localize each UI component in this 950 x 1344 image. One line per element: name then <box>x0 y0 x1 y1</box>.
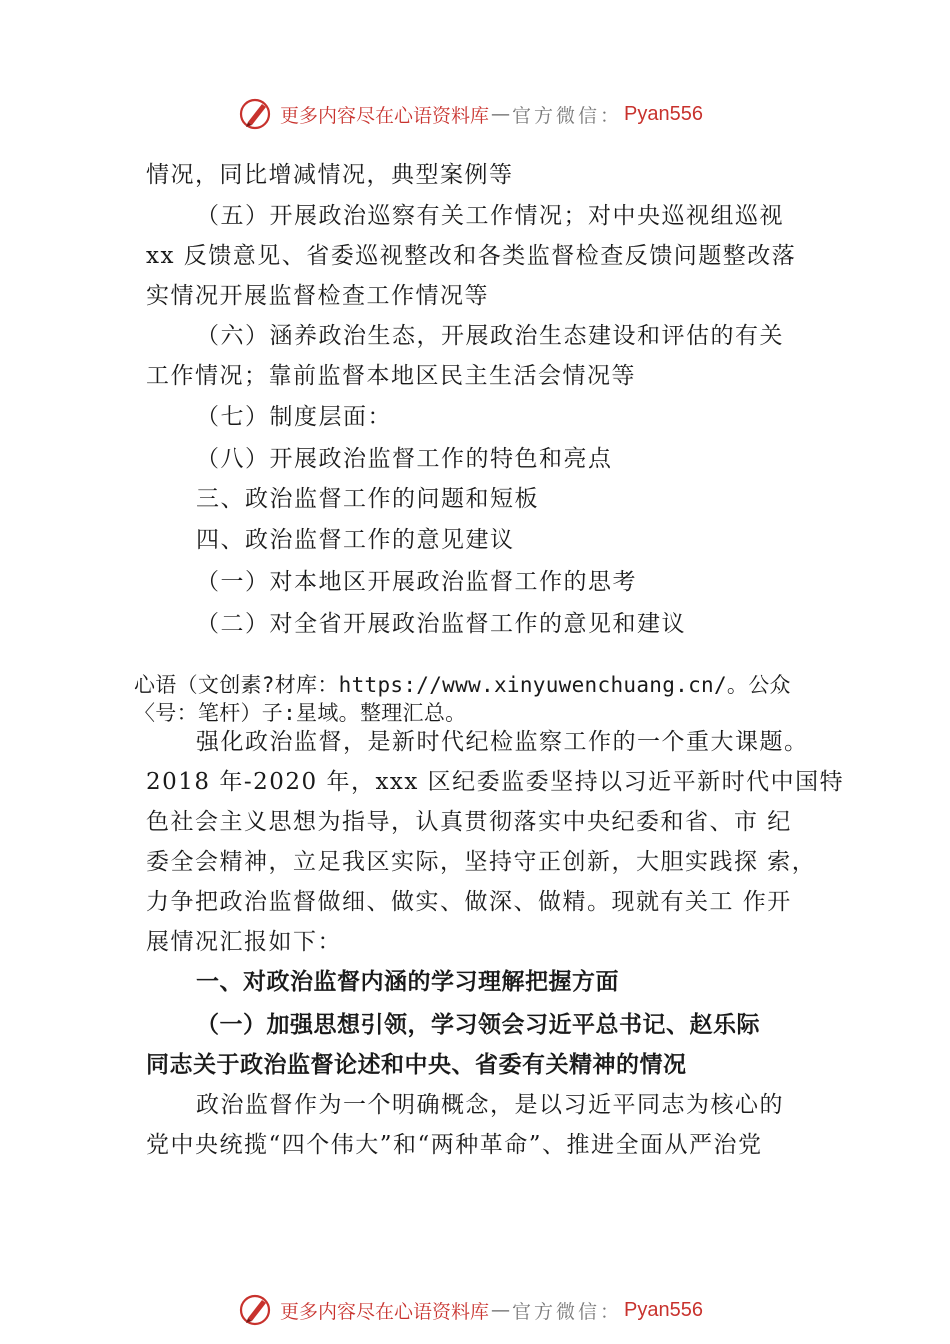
text-line: （一）对本地区开展政治监督工作的思考 <box>196 569 637 595</box>
banner-dash: — <box>491 1299 511 1321</box>
text-line: 色社会主义思想为指导，认真贯彻落实中央纪委和省、市 纪 <box>146 809 792 835</box>
bold-subheading: （一）加强思想引领，学习领会习近平总书记、赵乐际 <box>196 1012 760 1038</box>
text-line: 党中央统揽“四个伟大”和“两种革命”、推进全面从严治党 <box>146 1132 763 1158</box>
text-line: xx 反馈意见、省委巡视整改和各类监督检查反馈问题整改落 <box>146 243 797 269</box>
text-line: 力争把政治监督做细、做实、做深、做精。现就有关工 作开 <box>146 889 792 915</box>
banner-wechat-id: Pyan556 <box>624 1298 703 1321</box>
text-line: （七）制度层面： <box>196 404 392 430</box>
footer-banner <box>0 1290 950 1330</box>
text-line: 实情况开展监督检查工作情况等 <box>146 283 489 309</box>
banner-brand-text: 更多内容尽在心语资料库 <box>280 1300 490 1323</box>
text-line: 政治监督作为一个明确概念，是以习近平同志为核心的 <box>196 1092 784 1118</box>
source-note-line: 〈号：笔杆）子:星域。整理汇总。 <box>134 701 467 725</box>
header-banner <box>0 94 950 134</box>
pen-logo-icon <box>238 1292 274 1328</box>
text-line: 情况，同比增减情况，典型案例等 <box>146 162 514 188</box>
banner-wechat-id: Pyan556 <box>624 102 703 125</box>
section-heading: 三、政治监督工作的问题和短板 <box>196 486 539 512</box>
banner-brand-text: 更多内容尽在心语资料库 <box>280 104 490 127</box>
bold-subheading: 同志关于政治监督论述和中央、省委有关精神的情况 <box>146 1052 687 1078</box>
text-line: （六）涵养政治生态，开展政治生态建设和评估的有关 <box>196 323 784 349</box>
text-line: 工作情况；靠前监督本地区民主生活会情况等 <box>146 363 636 389</box>
section-heading: 四、政治监督工作的意见建议 <box>196 527 515 553</box>
text-line: （二）对全省开展政治监督工作的意见和建议 <box>196 611 686 637</box>
text-line: 2018 年-2020 年，xxx 区纪委监委坚持以习近平新时代中国特 <box>146 769 845 795</box>
banner-wechat-label: 官方微信： <box>512 1300 623 1323</box>
pen-logo-icon <box>238 96 274 132</box>
text-line: 委全会精神，立足我区实际，坚持守正创新，大胆实践探 索， <box>146 849 817 875</box>
text-line: 展情况汇报如下： <box>146 929 342 955</box>
text-line: 强化政治监督，是新时代纪检监察工作的一个重大课题。 <box>196 729 809 755</box>
source-note-line: 心语（文创素?材库：https://www.xinyuwenchuang.cn/。公众 <box>134 673 791 697</box>
text-line: （八）开展政治监督工作的特色和亮点 <box>196 446 613 472</box>
text-line: （五）开展政治巡察有关工作情况；对中央巡视组巡视 <box>196 203 784 229</box>
banner-dash: — <box>491 103 511 125</box>
banner-wechat-label: 官方微信： <box>512 104 623 127</box>
bold-heading-1: 一、对政治监督内涵的学习理解把握方面 <box>196 969 619 995</box>
